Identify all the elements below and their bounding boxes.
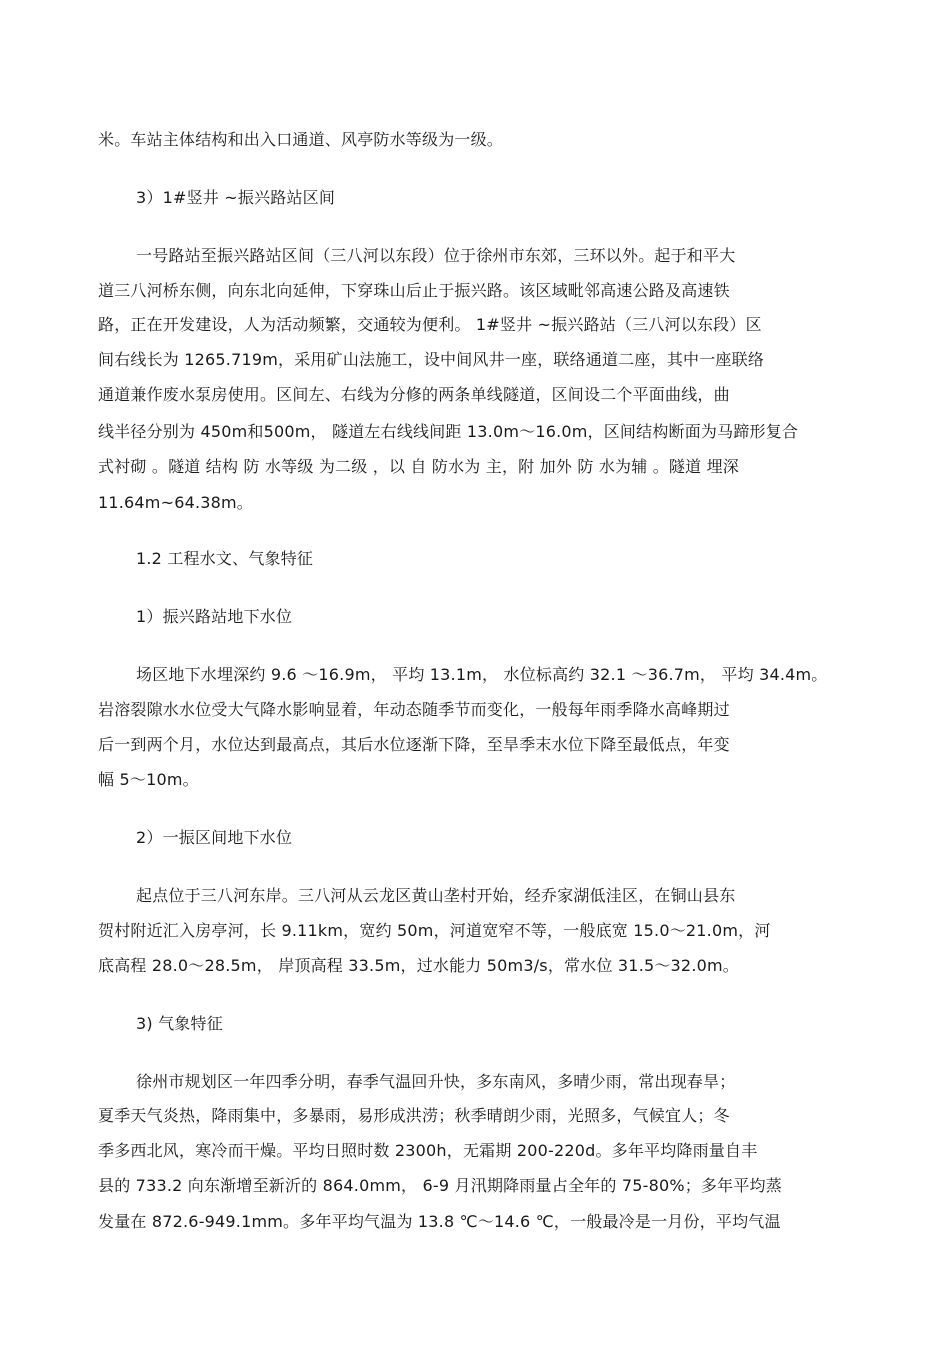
- paragraph-line: 起点位于三八河东岸。三八河从云龙区黄山垄村开始，经乔家湖低洼区，在铜山县东: [136, 886, 736, 905]
- paragraph-line: 底高程 28.0～28.5m， 岸顶高程 33.5m，过水能力 50m3/s，常水位 31.5～32.0m。: [98, 956, 739, 975]
- paragraph-line: 后一到两个月，水位达到最高点，其后水位逐渐下降，至旱季末水位下降至最低点，年变: [98, 735, 730, 754]
- paragraph-line: 间右线长为 1265.719m，采用矿山法施工，设中间风井一座，联络通道二座，其中一座联络: [98, 350, 765, 369]
- paragraph-line: 季多西北风，寒冷而干燥。平均日照时数 2300h，无霜期 200-220d。多年平均降雨量自丰: [98, 1141, 758, 1160]
- subsection-heading: 3) 气象特征: [136, 1014, 223, 1033]
- paragraph-line: 场区地下水埋深约 9.6 ～16.9m， 平均 13.1m， 水位标高约 32.1 ～36.7m， 平均 34.4m。: [136, 665, 828, 684]
- paragraph-line: 线半径分别为 450m和500m， 隧道左右线线间距 13.0m～16.0m，区间结构断面为马蹄形复合: [98, 422, 799, 441]
- paragraph-line: 幅 5～10m。: [98, 770, 199, 789]
- paragraph-line: 道三八河桥东侧，向东北向延伸，下穿珠山后止于振兴路。该区域毗邻高速公路及高速铁: [98, 281, 730, 300]
- subsection-heading: 2）一振区间地下水位: [136, 828, 293, 847]
- subsection-heading: 1）振兴路站地下水位: [136, 607, 293, 626]
- paragraph-line: 发量在 872.6-949.1mm。多年平均气温为 13.8 ℃～14.6 ℃，一般最冷是一月份，平均气温: [98, 1212, 781, 1231]
- paragraph-line: 县的 733.2 向东渐增至新沂的 864.0mm， 6-9 月汛期降雨量占全年的 75-80%；多年平均蒸: [98, 1176, 782, 1195]
- paragraph-line: 路，正在开发建设，人为活动频繁，交通较为便利。 1#竖井 ~振兴路站（三八河以东段）区: [98, 315, 762, 334]
- section-heading: 1.2 工程水文、气象特征: [136, 549, 314, 568]
- paragraph-line: 米。车站主体结构和出入口通道、风亭防水等级为一级。: [98, 130, 504, 149]
- paragraph-line: 通道兼作废水泵房使用。区间左、右线为分修的两条单线隧道，区间设二个平面曲线，曲: [98, 385, 730, 404]
- paragraph-line: 一号路站至振兴路站区间（三八河以东段）位于徐州市东郊，三环以外。起于和平大: [136, 246, 736, 265]
- paragraph-line: 岩溶裂隙水水位受大气降水影响显着，年动态随季节而变化，一般每年雨季降水高峰期过: [98, 700, 730, 719]
- subsection-heading: 3）1#竖井 ~振兴路站区间: [136, 188, 336, 207]
- paragraph-line: 徐州市规划区一年四季分明，春季气温回升快，多东南风，多晴少雨，常出现春旱；: [136, 1072, 736, 1091]
- paragraph-line: 式衬砌 。隧道 结构 防 水等级 为二级 ，以 自 防水为 主，附 加外 防 水为辅 。隧道 埋深: [98, 457, 740, 476]
- paragraph-line: 夏季天气炎热，降雨集中，多暴雨，易形成洪涝；秋季晴朗少雨，光照多，气候宜人；冬: [98, 1106, 730, 1125]
- paragraph-line: 贺村附近汇入房亭河，长 9.11km，宽约 50m，河道宽窄不等，一般底宽 15.0～21.0m，河: [98, 921, 771, 940]
- paragraph-line: 11.64m~64.38m。: [98, 493, 253, 512]
